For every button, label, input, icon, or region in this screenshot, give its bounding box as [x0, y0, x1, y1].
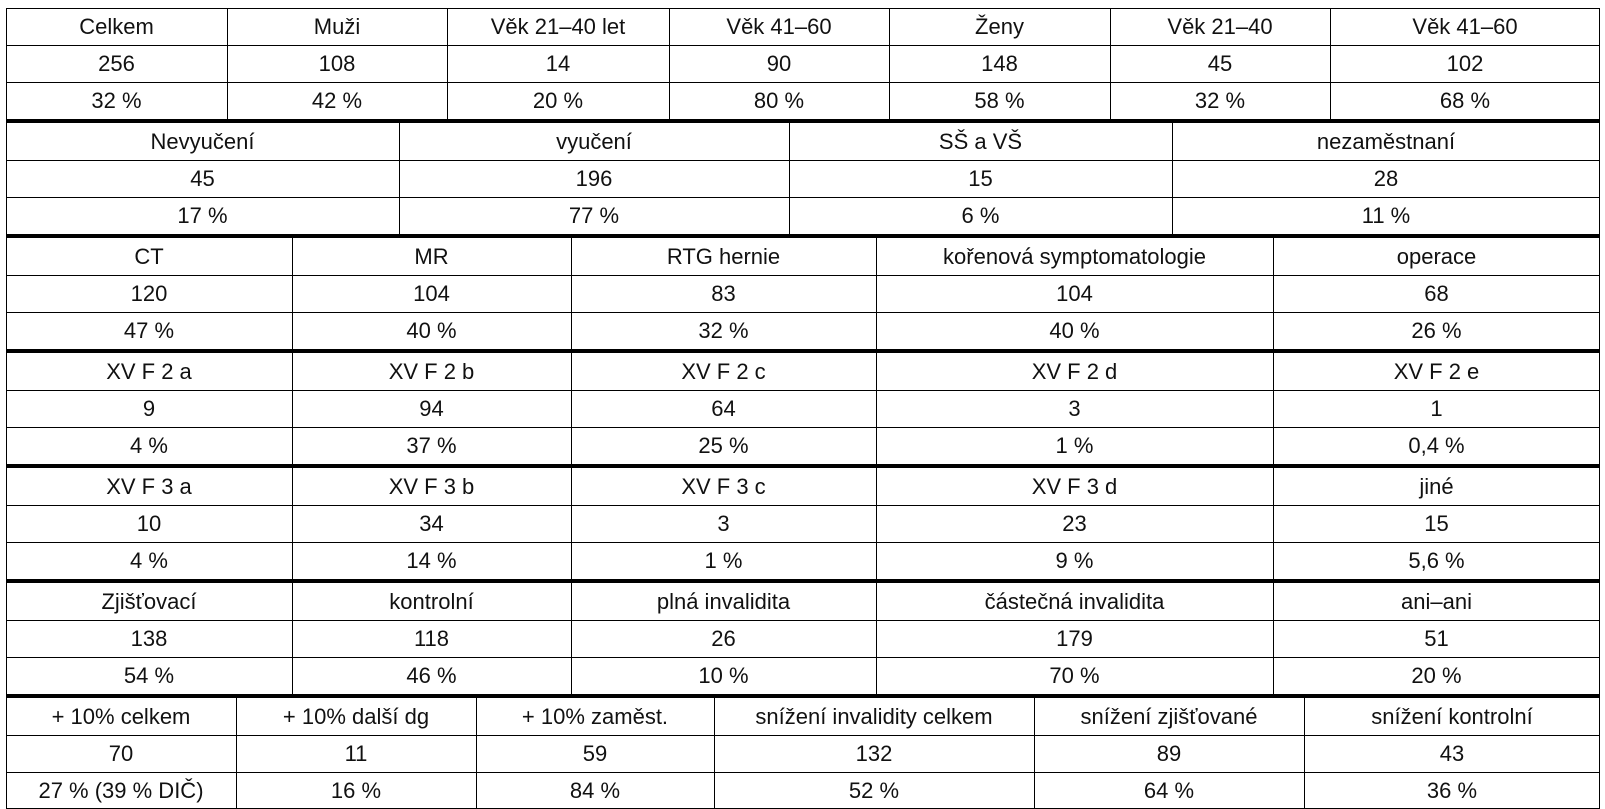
row-divider — [6, 427, 1600, 428]
table-border — [6, 353, 7, 464]
education-count-cell: 28 — [1373, 165, 1399, 191]
xv-f-2-header-cell: XV F 2 c — [681, 358, 766, 384]
invalidity-header-cell: ani–ani — [1401, 588, 1472, 614]
outcomes-count-cell: 89 — [1156, 740, 1182, 766]
demographics-percent-cell: 32 % — [91, 87, 142, 113]
xv-f-2-percent-cell: 4 % — [130, 432, 168, 458]
column-divider — [447, 8, 448, 119]
xv-f-2-header-cell: XV F 2 b — [388, 358, 475, 384]
outcomes-header-cell: snížení invalidity celkem — [755, 703, 993, 729]
demographics-percent-cell: 20 % — [532, 87, 584, 113]
xv-f-2-count-cell: 9 — [142, 395, 156, 421]
column-divider — [1172, 123, 1173, 234]
table-border — [1599, 698, 1600, 809]
outcomes-header-cell: + 10% zaměst. — [521, 703, 669, 729]
table-border — [6, 583, 7, 694]
xv-f-2-count-cell: 94 — [419, 395, 444, 421]
column-divider — [571, 238, 572, 349]
invalidity-percent-cell: 54 % — [123, 662, 175, 688]
row-divider — [6, 160, 1600, 161]
demographics-header-cell: Muži — [313, 13, 361, 39]
table-border — [1599, 468, 1600, 579]
demographics-percent-cell: 42 % — [311, 87, 363, 113]
diagnostics-percent-cell: 40 % — [406, 317, 457, 343]
column-divider — [1273, 238, 1274, 349]
demographics-header-cell: Věk 21–40 let — [490, 13, 626, 39]
column-divider — [789, 123, 790, 234]
education-count-cell: 15 — [968, 165, 993, 191]
column-divider — [1330, 8, 1331, 119]
column-divider — [714, 698, 715, 809]
column-divider — [399, 123, 400, 234]
education-header-cell: vyučení — [556, 128, 632, 154]
row-divider — [6, 620, 1600, 621]
column-divider — [571, 583, 572, 694]
education-percent-cell: 17 % — [177, 202, 228, 228]
outcomes-percent-cell: 36 % — [1426, 777, 1478, 803]
demographics-percent-cell: 68 % — [1439, 87, 1491, 113]
column-divider — [1273, 468, 1274, 579]
education-header-cell: nezaměstnaní — [1316, 128, 1456, 154]
section-outcomes — [6, 698, 1600, 809]
section-xv-f-2 — [6, 353, 1600, 464]
invalidity-percent-cell: 70 % — [1049, 662, 1100, 688]
statistics-table — [6, 8, 1600, 809]
diagnostics-header-cell: RTG hernie — [666, 243, 781, 269]
education-header-cell: SŠ a VŠ — [938, 128, 1023, 154]
education-percent-cell: 11 % — [1361, 202, 1411, 228]
column-divider — [1304, 698, 1305, 809]
demographics-count-cell: 102 — [1446, 50, 1484, 76]
xv-f-3-count-cell: 3 — [717, 510, 730, 536]
xv-f-3-header-cell: XV F 3 a — [106, 473, 192, 499]
xv-f-3-percent-cell: 5,6 % — [1408, 547, 1465, 573]
column-divider — [876, 238, 877, 349]
table-border — [6, 8, 7, 119]
demographics-count-cell: 90 — [766, 50, 792, 76]
outcomes-count-cell: 70 — [108, 740, 134, 766]
diagnostics-header-cell: MR — [414, 243, 449, 269]
demographics-percent-cell: 80 % — [753, 87, 805, 113]
diagnostics-header-cell: operace — [1396, 243, 1477, 269]
table-border — [6, 468, 7, 579]
table-top-border — [6, 8, 1600, 9]
column-divider — [292, 353, 293, 464]
xv-f-2-percent-cell: 37 % — [406, 432, 457, 458]
section-demographics — [6, 8, 1600, 119]
xv-f-3-percent-cell: 14 % — [406, 547, 457, 573]
row-divider — [6, 275, 1600, 276]
invalidity-header-cell: plná invalidita — [656, 588, 791, 614]
outcomes-count-cell: 43 — [1439, 740, 1465, 766]
column-divider — [876, 468, 877, 579]
column-divider — [1273, 353, 1274, 464]
demographics-count-cell: 148 — [981, 50, 1018, 76]
table-border — [6, 698, 7, 809]
table-border — [6, 123, 7, 234]
section-diagnostics — [6, 238, 1600, 349]
diagnostics-percent-cell: 47 % — [123, 317, 175, 343]
diagnostics-count-cell: 104 — [413, 280, 450, 306]
row-divider — [6, 390, 1600, 391]
diagnostics-count-cell: 120 — [130, 280, 168, 306]
invalidity-count-cell: 179 — [1056, 625, 1093, 651]
xv-f-3-count-cell: 34 — [419, 510, 444, 536]
xv-f-2-header-cell: XV F 2 e — [1393, 358, 1480, 384]
demographics-header-cell: Věk 41–60 — [726, 13, 832, 39]
row-divider — [6, 772, 1600, 773]
outcomes-header-cell: snížení zjišťované — [1080, 703, 1258, 729]
outcomes-count-cell: 59 — [582, 740, 608, 766]
demographics-count-cell: 108 — [318, 50, 356, 76]
outcomes-percent-cell: 52 % — [848, 777, 900, 803]
diagnostics-percent-cell: 26 % — [1411, 317, 1462, 343]
demographics-header-cell: Celkem — [79, 13, 154, 39]
invalidity-percent-cell: 20 % — [1411, 662, 1462, 688]
demographics-count-cell: 45 — [1207, 50, 1233, 76]
row-divider — [6, 312, 1600, 313]
diagnostics-header-cell: kořenová symptomatologie — [943, 243, 1206, 269]
table-border — [1599, 353, 1600, 464]
column-divider — [876, 583, 877, 694]
outcomes-header-cell: + 10% další dg — [282, 703, 430, 729]
xv-f-3-percent-cell: 9 % — [1055, 547, 1094, 573]
outcomes-percent-cell: 64 % — [1143, 777, 1195, 803]
outcomes-header-cell: + 10% celkem — [51, 703, 191, 729]
column-divider — [476, 698, 477, 809]
row-divider — [6, 505, 1600, 506]
table-border — [1599, 583, 1600, 694]
invalidity-percent-cell: 46 % — [406, 662, 457, 688]
education-count-cell: 196 — [575, 165, 613, 191]
column-divider — [571, 353, 572, 464]
diagnostics-percent-cell: 32 % — [698, 317, 749, 343]
xv-f-3-header-cell: XV F 3 c — [681, 473, 766, 499]
row-divider — [6, 45, 1600, 46]
xv-f-2-percent-cell: 25 % — [698, 432, 749, 458]
diagnostics-percent-cell: 40 % — [1049, 317, 1100, 343]
invalidity-count-cell: 26 — [711, 625, 736, 651]
section-invalidity — [6, 583, 1600, 694]
column-divider — [236, 698, 237, 809]
row-divider — [6, 735, 1600, 736]
invalidity-header-cell: kontrolní — [389, 588, 474, 614]
column-divider — [292, 468, 293, 579]
xv-f-2-count-cell: 64 — [711, 395, 736, 421]
column-divider — [571, 468, 572, 579]
column-divider — [889, 8, 890, 119]
xv-f-3-header-cell: XV F 3 d — [1031, 473, 1118, 499]
xv-f-3-count-cell: 10 — [136, 510, 162, 536]
table-border — [1599, 123, 1600, 234]
outcomes-count-cell: 132 — [855, 740, 893, 766]
xv-f-2-percent-cell: 0,4 % — [1408, 432, 1465, 458]
invalidity-count-cell: 118 — [413, 625, 450, 651]
xv-f-3-header-cell: jiné — [1419, 473, 1454, 499]
xv-f-2-percent-cell: 1 % — [1055, 432, 1094, 458]
column-divider — [1273, 583, 1274, 694]
xv-f-3-percent-cell: 4 % — [130, 547, 168, 573]
diagnostics-count-cell: 104 — [1056, 280, 1093, 306]
outcomes-percent-cell: 16 % — [330, 777, 382, 803]
column-divider — [1110, 8, 1111, 119]
row-divider — [6, 82, 1600, 83]
table-border — [1599, 238, 1600, 349]
section-education — [6, 123, 1600, 234]
outcomes-percent-cell: 27 % (39 % DIČ) — [38, 777, 204, 803]
table-border — [1599, 8, 1600, 119]
demographics-header-cell: Ženy — [975, 13, 1024, 39]
invalidity-count-cell: 51 — [1424, 625, 1449, 651]
education-count-cell: 45 — [190, 165, 215, 191]
column-divider — [292, 583, 293, 694]
column-divider — [1034, 698, 1035, 809]
section-xv-f-3 — [6, 468, 1600, 579]
invalidity-count-cell: 138 — [130, 625, 168, 651]
demographics-percent-cell: 58 % — [974, 87, 1025, 113]
table-border — [6, 238, 7, 349]
education-percent-cell: 77 % — [568, 202, 620, 228]
demographics-header-cell: Věk 41–60 — [1412, 13, 1518, 39]
outcomes-count-cell: 11 — [344, 740, 368, 766]
invalidity-percent-cell: 10 % — [698, 662, 749, 688]
diagnostics-count-cell: 83 — [711, 280, 736, 306]
demographics-count-cell: 14 — [545, 50, 571, 76]
xv-f-2-header-cell: XV F 2 a — [106, 358, 192, 384]
diagnostics-count-cell: 68 — [1424, 280, 1449, 306]
demographics-count-cell: 256 — [98, 50, 135, 76]
demographics-header-cell: Věk 21–40 — [1167, 13, 1273, 39]
row-divider — [6, 657, 1600, 658]
invalidity-header-cell: Zjišťovací — [101, 588, 197, 614]
xv-f-2-count-cell: 1 — [1430, 395, 1443, 421]
xv-f-3-count-cell: 23 — [1062, 510, 1087, 536]
xv-f-3-count-cell: 15 — [1424, 510, 1449, 536]
column-divider — [227, 8, 228, 119]
education-percent-cell: 6 % — [961, 202, 1000, 228]
column-divider — [669, 8, 670, 119]
row-divider — [6, 542, 1600, 543]
diagnostics-header-cell: CT — [134, 243, 164, 269]
education-header-cell: Nevyučení — [150, 128, 255, 154]
invalidity-header-cell: částečná invalidita — [984, 588, 1165, 614]
column-divider — [876, 353, 877, 464]
outcomes-header-cell: snížení kontrolní — [1371, 703, 1533, 729]
row-divider — [6, 197, 1600, 198]
xv-f-2-header-cell: XV F 2 d — [1031, 358, 1118, 384]
demographics-percent-cell: 32 % — [1194, 87, 1246, 113]
column-divider — [292, 238, 293, 349]
xv-f-3-header-cell: XV F 3 b — [388, 473, 475, 499]
xv-f-2-count-cell: 3 — [1068, 395, 1081, 421]
outcomes-percent-cell: 84 % — [569, 777, 621, 803]
xv-f-3-percent-cell: 1 % — [704, 547, 743, 573]
